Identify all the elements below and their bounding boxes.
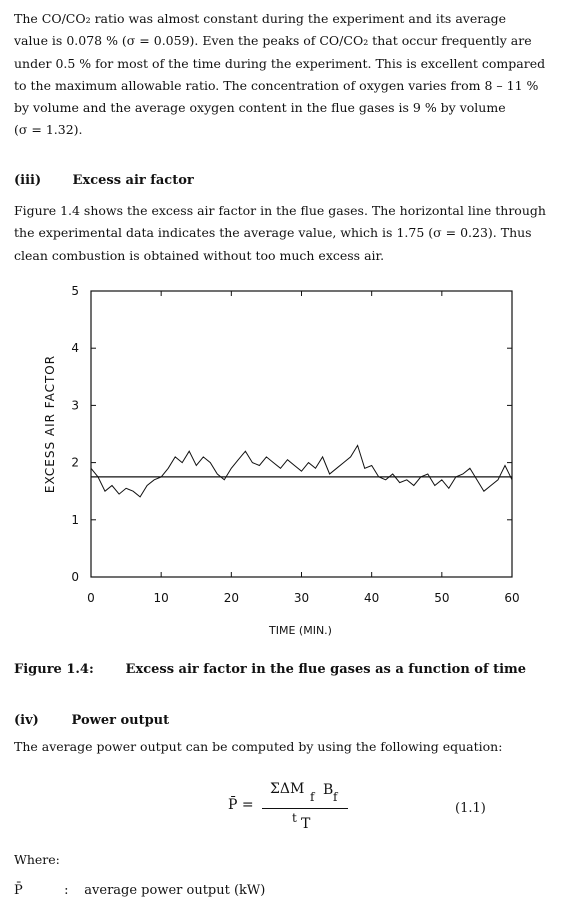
y-tick-label: 3 (71, 398, 79, 413)
figure-label: Figure 1.4: (14, 662, 94, 677)
equation-sub-f: f (310, 790, 315, 804)
y-tick-label: 2 (71, 455, 79, 470)
text-line: by volume and the average oxygen content in the flue gases is 9 % by volume (14, 100, 506, 116)
y-tick-label: 0 (71, 570, 79, 584)
equation-denominator-t: t (292, 811, 297, 825)
x-tick-label: 60 (504, 591, 520, 605)
x-tick-label: 10 (153, 591, 169, 605)
equation-numerator-b: B (323, 782, 334, 798)
section-title: Excess air factor (72, 173, 194, 188)
equation-number: (1.1) (455, 801, 486, 816)
excess-air-chart (0, 280, 576, 650)
text-line: Figure 1.4 shows the excess air factor in the flue gases. The horizontal line through (14, 203, 546, 218)
section-heading-excess-air (14, 173, 534, 188)
y-tick-label: 1 (71, 512, 79, 527)
plot-frame (91, 291, 512, 577)
text-line: under 0.5 % for most of the time during the experiment. This is excellent compared (14, 55, 546, 71)
section-heading-power-output (14, 713, 534, 728)
section-title: Power output (71, 713, 170, 728)
section-number: (iv) (14, 713, 39, 728)
paragraph-co-ratio (14, 8, 566, 142)
equation-lhs: P̄ = (228, 797, 254, 813)
fraction-bar (262, 808, 348, 809)
figure-caption-text: Excess air factor in the flue gases as a function of time (125, 662, 527, 677)
text-line: The average power output can be computed by using the following equation: (14, 739, 503, 754)
text-line: The CO/CO₂ ratio was almost constant during the experiment and its average (14, 11, 507, 26)
equation-sub-f: f (333, 790, 338, 804)
definition-separator: : (64, 883, 69, 898)
x-tick-label: 30 (293, 591, 310, 605)
paragraph-power-output (14, 736, 566, 758)
where-label: Where: (14, 852, 60, 867)
y-tick-label: 4 (71, 341, 79, 356)
x-tick-label: 20 (223, 591, 239, 605)
y-tick-label: 5 (71, 284, 79, 298)
text-line: value is 0.078 % (σ = 0.059). Even the peaks of CO/CO₂ that occur frequently are (14, 33, 532, 49)
x-tick-label: 50 (434, 591, 450, 605)
x-tick-label: 0 (87, 591, 95, 605)
text-line: clean combustion is obtained without too much excess air. (14, 247, 385, 263)
text-line: to the maximum allowable ratio. The concentration of oxygen varies from 8 – 11 % (14, 77, 539, 93)
equation-numerator-sum: ΣΔM (270, 781, 305, 797)
text-line: (σ = 1.32). (14, 122, 83, 138)
definition-symbol: P̄ (14, 883, 23, 898)
section-number: (iii) (14, 173, 42, 188)
x-axis-label: TIME (MIN.) (269, 624, 332, 637)
series-line-excess-air (91, 445, 512, 497)
text-line: the experimental data indicates the average value, which is 1.75 (σ = 0.23). Thus (14, 225, 532, 241)
y-axis-label: EXCESS AIR FACTOR (43, 354, 57, 494)
equation-denominator-sub-t: T (301, 816, 311, 832)
definition-text: average power output (kW) (84, 883, 266, 898)
figure-caption (14, 662, 554, 677)
paragraph-excess-air (14, 200, 566, 267)
x-tick-label: 40 (364, 591, 380, 605)
definition-row (14, 880, 265, 902)
